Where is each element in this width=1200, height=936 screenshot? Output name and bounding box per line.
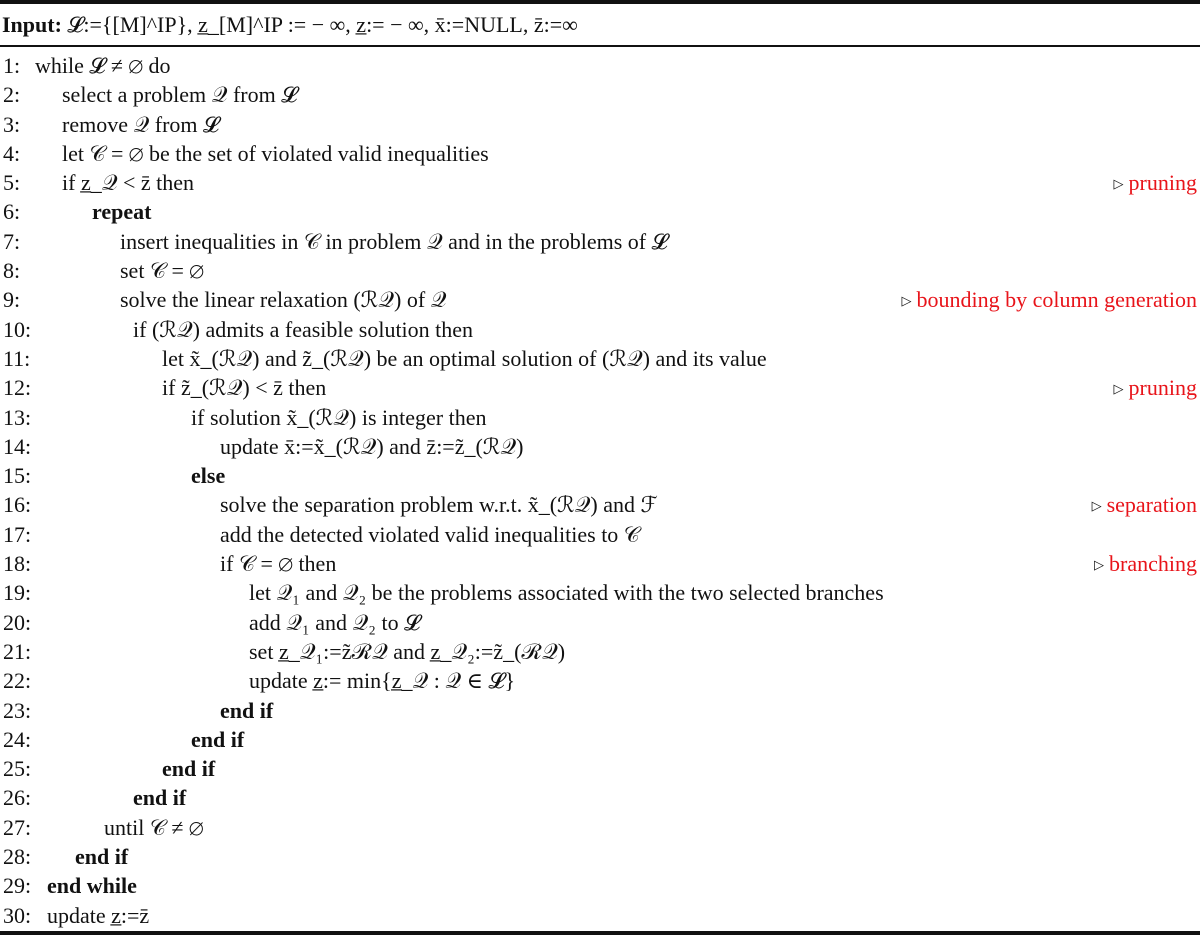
top-rule — [0, 0, 1200, 4]
line-code: update z̲:= min{z̲_𝒬 : 𝒬 ∈ 𝓛} — [249, 668, 516, 694]
line-code: solve the linear relaxation (ℛ𝒬) of 𝒬 — [120, 287, 447, 313]
line-comment — [1114, 168, 1197, 200]
line-number: 6: — [3, 199, 21, 225]
algorithm-line — [0, 51, 1200, 80]
comment-text: separation — [1106, 492, 1197, 518]
algorithm-line — [0, 490, 1200, 519]
line-code: update z̲:=z̄ — [47, 902, 150, 928]
line-code: let 𝒬₁ and 𝒬₂ be the problems associated with the two selected branches — [249, 580, 884, 606]
line-number: 27: — [3, 814, 32, 840]
line-number: 2: — [3, 82, 21, 108]
algorithm-line — [0, 461, 1200, 490]
comment-triangle-icon: ▷ — [1113, 176, 1124, 192]
line-code: remove 𝒬 from 𝓛 — [62, 111, 220, 137]
line-number: 1: — [3, 53, 21, 78]
line-number: 5: — [3, 170, 21, 196]
algorithm-line — [0, 256, 1200, 285]
line-number: 18: — [3, 551, 32, 577]
line-code: else — [191, 463, 226, 489]
line-code: end if — [162, 756, 216, 782]
comment-triangle-icon: ▷ — [1094, 557, 1105, 573]
header-rule — [0, 45, 1200, 47]
line-number: 19: — [3, 580, 32, 606]
line-comment — [902, 285, 1197, 317]
line-comment — [1094, 549, 1197, 581]
algorithm-line — [0, 578, 1200, 607]
line-number: 10: — [3, 316, 32, 342]
algorithm-line — [0, 80, 1200, 109]
line-code: set z̲_𝒬₁:=z̃ℛ𝒬 and z̲_𝒬₂:=z̃_(ℛ𝒬) — [249, 638, 566, 664]
input-text: 𝓛:={[M]^IP}, z̲_[M]^IP := − ∞, z̲:= − ∞, x̄:=NULL, z̄:=∞ — [67, 12, 578, 37]
line-number: 15: — [3, 463, 32, 489]
algorithm-body — [0, 51, 1200, 930]
line-number: 25: — [3, 756, 32, 782]
algorithm-line — [0, 754, 1200, 783]
comment-triangle-icon: ▷ — [1113, 381, 1124, 397]
line-number: 23: — [3, 697, 32, 723]
line-comment — [1092, 490, 1197, 522]
algorithm-line — [0, 520, 1200, 549]
comment-text: pruning — [1128, 375, 1197, 401]
line-code: repeat — [92, 199, 152, 225]
line-code: set 𝒞 = ∅ — [120, 258, 204, 284]
algorithm-line — [0, 666, 1200, 695]
comment-text: pruning — [1128, 170, 1197, 196]
line-number: 30: — [3, 902, 32, 928]
line-code: end if — [75, 844, 129, 870]
line-code: solve the separation problem w.r.t. x̃_(ℛ𝒬) and ℱ — [220, 492, 658, 518]
comment-text: bounding by column generation — [916, 287, 1197, 313]
algorithm-line — [0, 871, 1200, 900]
algorithm-line — [0, 901, 1200, 930]
algorithm-line — [0, 197, 1200, 226]
line-number: 9: — [3, 287, 21, 313]
line-code: if z̲_𝒬 < z̄ then — [62, 170, 195, 196]
algorithm-line — [0, 373, 1200, 402]
algorithm-line — [0, 813, 1200, 842]
algorithm-line — [0, 110, 1200, 139]
algorithm-line — [0, 783, 1200, 812]
line-number: 8: — [3, 258, 21, 284]
line-number: 7: — [3, 228, 21, 254]
algorithm-line — [0, 725, 1200, 754]
line-number: 11: — [3, 345, 31, 371]
line-code: if z̃_(ℛ𝒬) < z̄ then — [162, 375, 327, 401]
line-number: 20: — [3, 609, 32, 635]
line-number: 22: — [3, 668, 32, 694]
algorithm-line — [0, 168, 1200, 197]
line-comment — [1114, 373, 1197, 405]
line-number: 4: — [3, 140, 21, 166]
algorithm-line — [0, 842, 1200, 871]
algorithm-line — [0, 432, 1200, 461]
line-code: if 𝒞 = ∅ then — [220, 551, 337, 577]
algorithm-line — [0, 637, 1200, 666]
line-code: add the detected violated valid inequalities to 𝒞 — [220, 521, 640, 547]
line-code: until 𝒞 ≠ ∅ — [104, 814, 204, 840]
line-code: end if — [191, 726, 245, 752]
line-number: 29: — [3, 873, 32, 899]
algorithm-line — [0, 696, 1200, 725]
line-code: update x̄:=x̃_(ℛ𝒬) and z̄:=z̃_(ℛ𝒬) — [220, 433, 524, 459]
line-code: select a problem 𝒬 from 𝓛 — [62, 82, 298, 108]
line-code: add 𝒬₁ and 𝒬₂ to 𝓛 — [249, 609, 421, 635]
algorithm-input — [2, 8, 578, 42]
algorithm-line — [0, 227, 1200, 256]
line-code: insert inequalities in 𝒞 in problem 𝒬 and in the problems of 𝓛 — [120, 228, 668, 254]
algorithm-line — [0, 403, 1200, 432]
line-code: end if — [220, 697, 274, 723]
line-number: 21: — [3, 638, 32, 664]
comment-triangle-icon: ▷ — [901, 293, 912, 309]
line-code: let x̃_(ℛ𝒬) and z̃_(ℛ𝒬) be an optimal solution of (ℛ𝒬) and its value — [162, 345, 767, 371]
line-code: end if — [133, 785, 187, 811]
line-number: 24: — [3, 726, 32, 752]
algorithm-line — [0, 139, 1200, 168]
line-number: 26: — [3, 785, 32, 811]
comment-text: branching — [1109, 551, 1197, 577]
algorithm-line — [0, 608, 1200, 637]
line-code: let 𝒞 = ∅ be the set of violated valid inequalities — [62, 140, 489, 166]
line-number: 28: — [3, 844, 32, 870]
line-code: if solution x̃_(ℛ𝒬) is integer then — [191, 404, 487, 430]
line-number: 3: — [3, 111, 21, 137]
input-label: Input: — [2, 12, 62, 37]
line-number: 12: — [3, 375, 32, 401]
line-code: while 𝓛 ≠ ∅ do — [35, 53, 171, 78]
algorithm-line — [0, 344, 1200, 373]
comment-triangle-icon: ▷ — [1091, 498, 1102, 514]
bottom-rule — [0, 931, 1200, 935]
line-number: 13: — [3, 404, 32, 430]
line-code: if (ℛ𝒬) admits a feasible solution then — [133, 316, 474, 342]
algorithm-line — [0, 285, 1200, 314]
line-number: 17: — [3, 521, 32, 547]
algorithm-line — [0, 549, 1200, 578]
line-code: end while — [47, 873, 137, 899]
line-number: 16: — [3, 492, 32, 518]
algorithm-line — [0, 315, 1200, 344]
line-number: 14: — [3, 433, 32, 459]
